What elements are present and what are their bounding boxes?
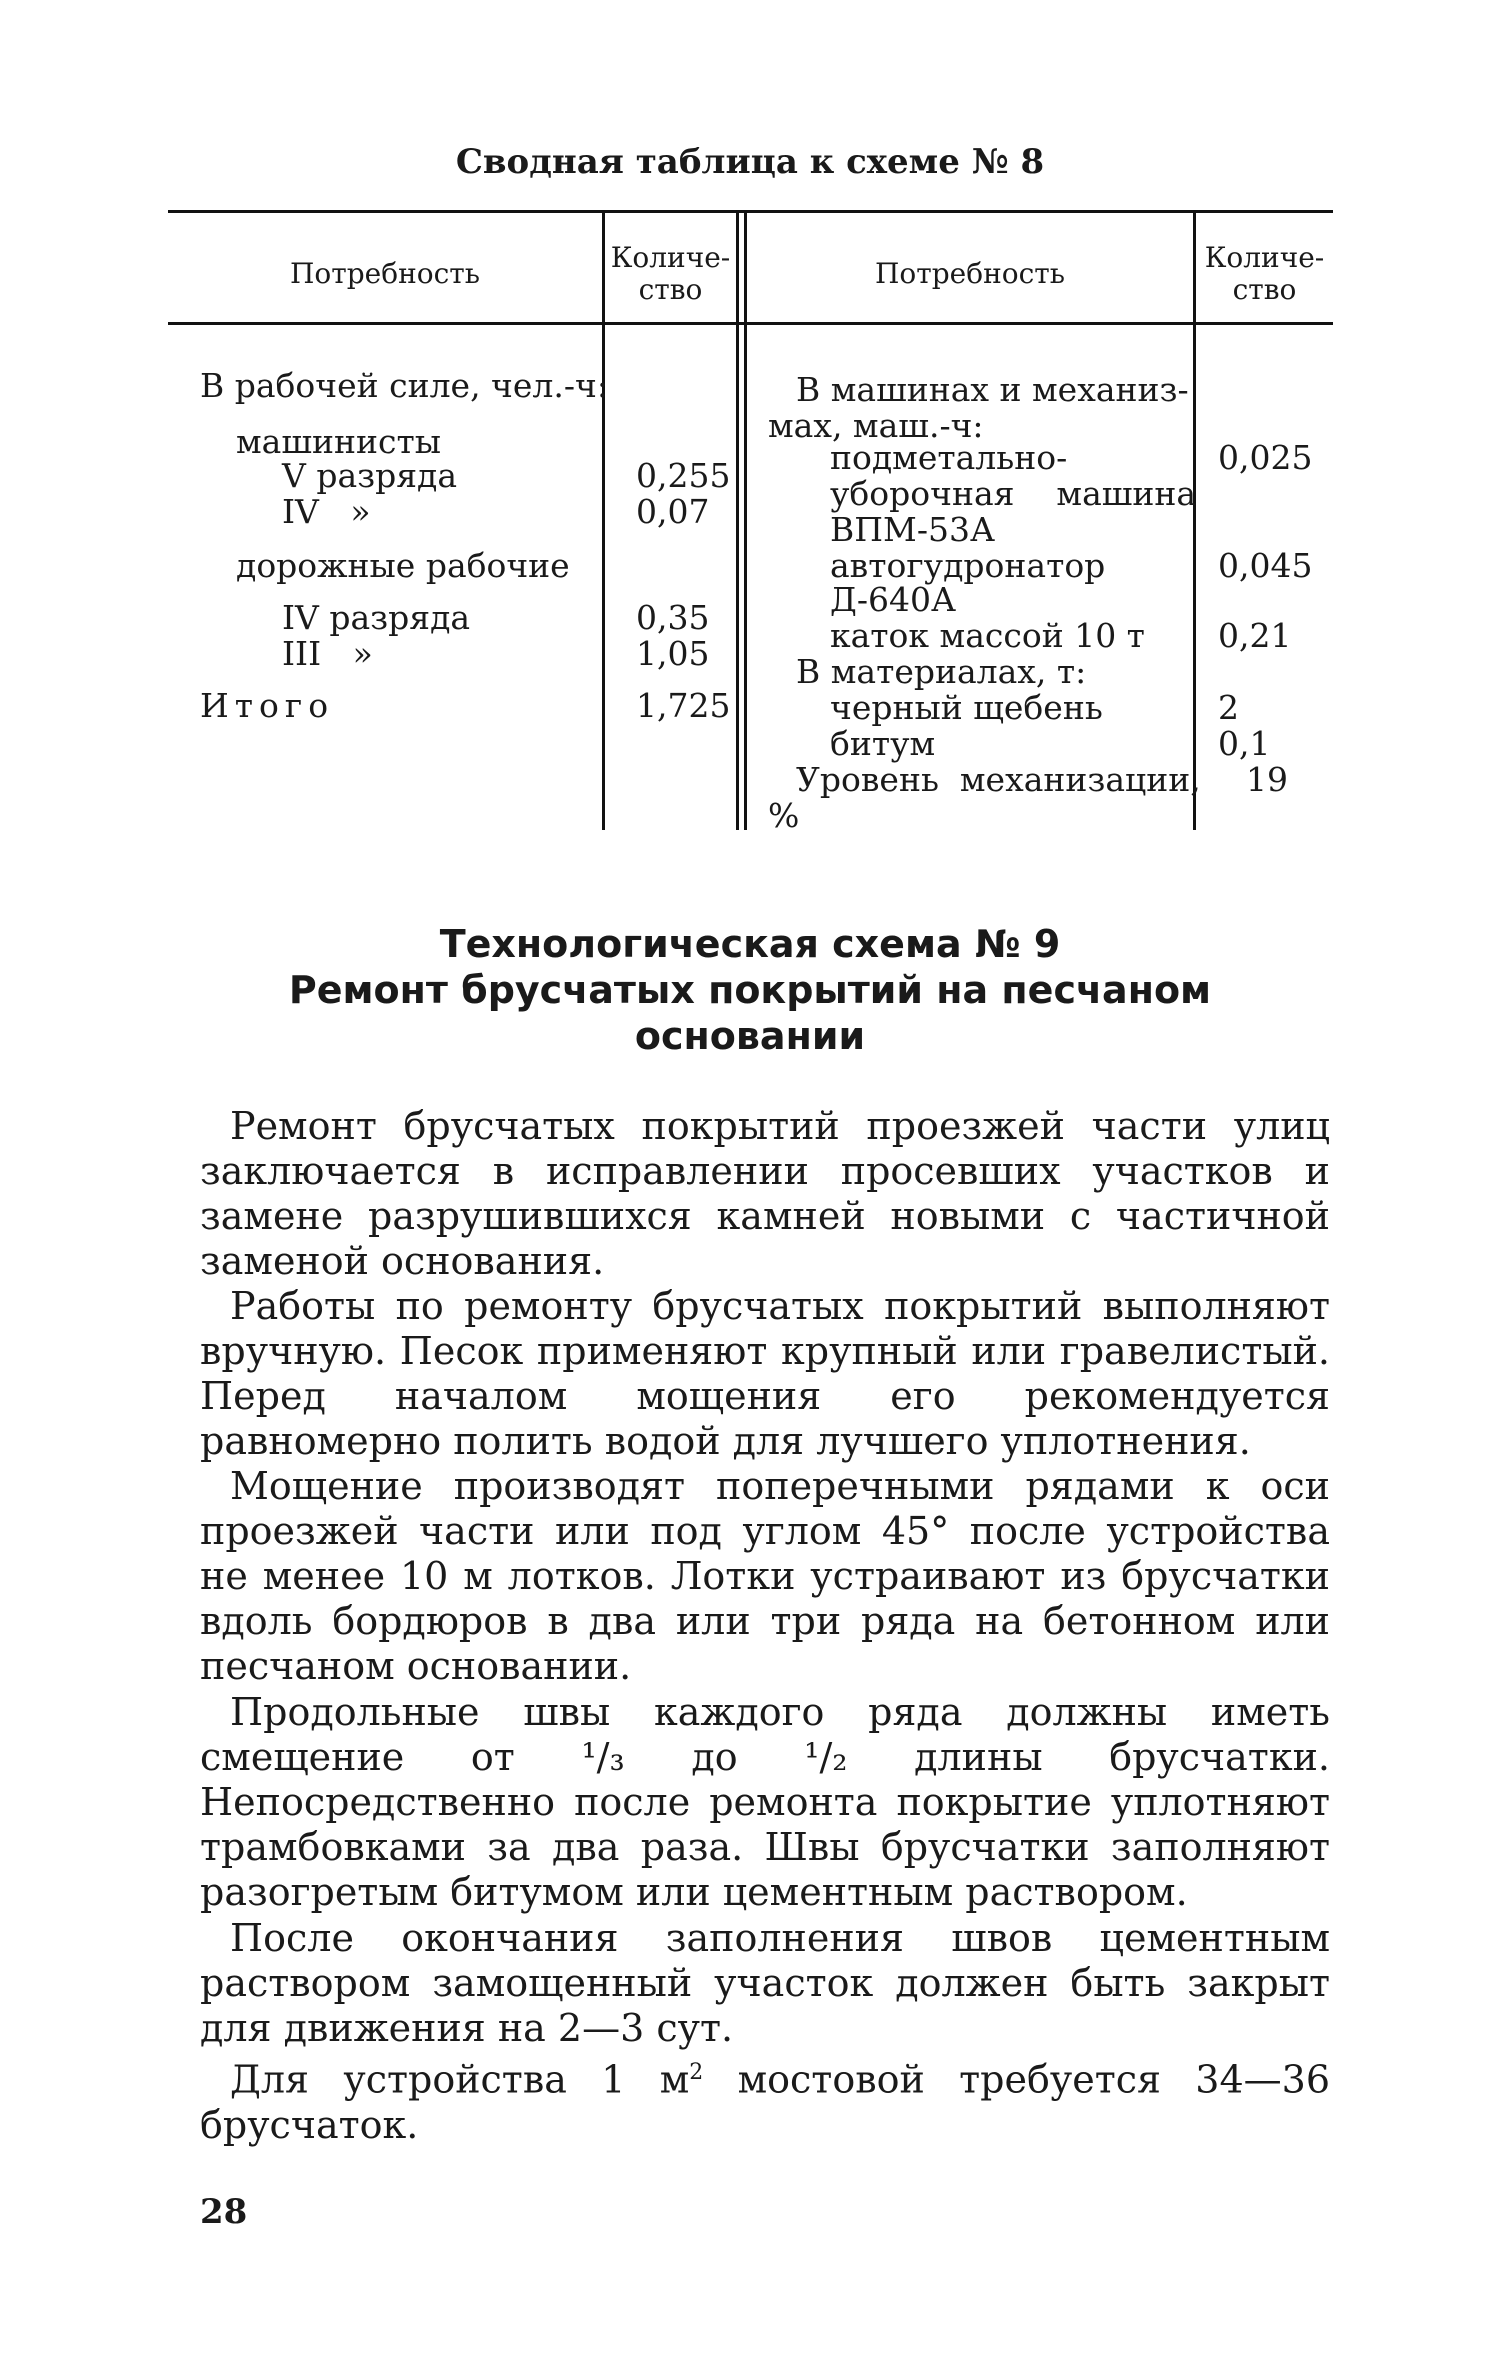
labor-machinists: машинисты [236, 422, 442, 461]
header-qty-left: Количе- ство [610, 241, 731, 306]
labor-iv-grade-2: IV разряда [282, 598, 471, 637]
asphalt-value: 0,045 [1218, 546, 1313, 585]
roller-value: 0,21 [1218, 616, 1292, 655]
header-need-right: Потребность [874, 257, 1066, 290]
labor-iv-grade-2-value: 0,35 [636, 598, 710, 637]
table-caption: Сводная таблица к схеме № 8 [455, 142, 1045, 182]
labor-v-grade-value: 0,255 [636, 456, 731, 495]
bitumen: битум [830, 724, 936, 763]
labor-iv-grade-value: 0,07 [636, 492, 710, 531]
gravel: черный щебень [830, 688, 1103, 727]
paragraph-1: Ремонт брусчатых покрытий проезжей части улиц заключается в исправлении просевших участков и замене разрушившихся камней новыми с частичной заменой основания. [200, 1104, 1330, 1283]
labor-iii-grade-value: 1,05 [636, 634, 710, 673]
table-header-rule [168, 322, 1333, 325]
labor-heading: В рабочей силе, чел.-ч: [200, 366, 608, 405]
sweeper-value: 0,025 [1218, 438, 1313, 477]
page-number: 28 [200, 2192, 248, 2232]
paragraph-5: После окончания заполнения швов цементным раствором замощенный участок должен быть закрыт для движения на 2—3 сут. [200, 1916, 1330, 2050]
paragraph-3: Мощение производят поперечными рядами к оси проезжей части или под углом 45° после устройства не менее 10 м лотков. Лотки устраивают из брусчатки вдоль бордюров в два или три ряда на бетонном или песчаном основании. [200, 1464, 1330, 1688]
header-need-left: Потребность [289, 257, 481, 290]
labor-v-grade: V разряда [282, 456, 458, 495]
scheme-title-line-3: основании [634, 1014, 866, 1058]
fraction-one-third: ¹/₃ [581, 1735, 625, 1779]
labor-road-workers: дорожные рабочие [236, 546, 570, 585]
machines-heading-2: мах, маш.-ч: [768, 406, 984, 445]
table-top-rule [168, 210, 1333, 213]
header-qty-right: Количе- ство [1204, 241, 1325, 306]
fraction-one-half: ¹/₂ [804, 1735, 848, 1779]
labor-iv-grade: IV » [282, 492, 371, 531]
asphalt-line-2: Д-640А [830, 580, 956, 619]
bitumen-value: 0,1 [1218, 724, 1271, 763]
column-rule-2b [744, 212, 747, 830]
machines-heading-1: В машинах и механиз- [796, 370, 1189, 409]
paragraph-6: Для устройства 1 $м^2$ мостовой требуется 34—36 брусчаток. [200, 2057, 1330, 2147]
paragraph-4: Продольные швы каждого ряда должны иметь смещение от ¹/₃ до ¹/₂ длины брусчатки. Непосредственно после ремонта покрытие уплотняют трамбовками за два раза. Швы брусчатки заполняют разогретым битумом или цементным раствором. [200, 1690, 1330, 1914]
labor-total-value: 1,725 [636, 686, 731, 725]
labor-iii-grade: III » [282, 634, 373, 673]
gravel-value: 2 [1218, 688, 1239, 727]
asphalt-line-1: автогудронатор [830, 546, 1106, 585]
roller: каток массой 10 т [830, 616, 1145, 655]
scheme-title-line-2: Ремонт брусчатых покрытий на песчаном [288, 968, 1212, 1012]
column-rule-2a [736, 212, 739, 830]
scheme-title-line-1: Технологическая схема № 9 [439, 922, 1061, 966]
sweeper-line-2: уборочная машина [830, 474, 1197, 513]
materials-heading: В материалах, т: [796, 652, 1087, 691]
mech-level-line-1: Уровень механизации, [796, 760, 1201, 799]
sweeper-line-1: подметально- [830, 438, 1068, 477]
labor-total: Итого [200, 686, 335, 725]
mech-level-value: 19 [1246, 760, 1288, 799]
paragraph-2: Работы по ремонту брусчатых покрытий выполняют вручную. Песок применяют крупный или гравелистый. Перед началом мощения его рекомендуется равномерно полить водой для лучшего уплотнения. [200, 1284, 1330, 1463]
mech-level-line-2: % [768, 796, 800, 835]
sweeper-line-3: ВПМ-53А [830, 510, 995, 549]
